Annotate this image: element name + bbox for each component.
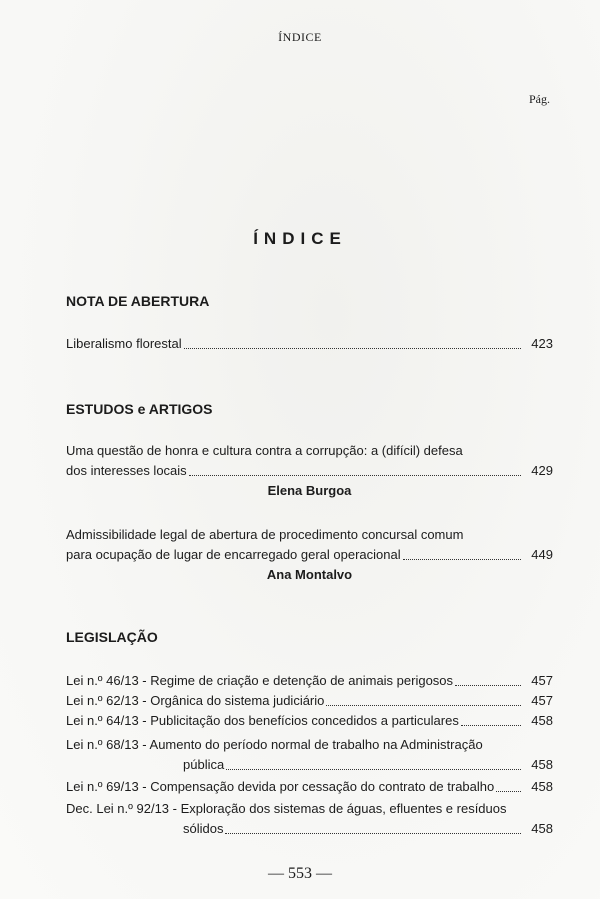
page-number: — 553 — [268,865,332,882]
section-title-legislacao: LEGISLAÇÃO [66,629,158,645]
toc-entry-lei-62[interactable] [66,691,553,711]
author-name: Elena Burgoa [267,483,352,498]
toc-entry-page: 458 [531,757,553,772]
toc-entry-lei-64[interactable] [66,711,553,731]
dot-leader [455,685,521,686]
section-title-nota: NOTA DE ABERTURA [66,293,210,309]
dot-leader [189,475,521,476]
dot-leader [184,348,521,349]
dot-leader [226,769,521,770]
toc-entry-page: 423 [531,336,553,351]
toc-entry-page: 458 [531,713,553,728]
toc-entry-admissibilidade[interactable] [66,525,553,585]
toc-entry-page: 457 [531,693,553,708]
author-name: Ana Montalvo [266,567,353,582]
toc-entry-text: sólidos [183,821,224,836]
toc-entry-text: Lei n.º 62/13 - Orgânica do sistema judiciário [66,693,325,708]
toc-entry-text: Lei n.º 46/13 - Regime de criação e detenção de animais perigosos [66,673,454,688]
toc-entry-dec-lei-92[interactable] [66,799,553,839]
toc-entry-text: Lei n.º 69/13 - Compensação devida por cessação do contrato de trabalho [66,779,495,794]
toc-entry-text: Lei n.º 68/13 - Aumento do período normal de trabalho na Administração [66,737,483,752]
page-column-label: Pág. [529,92,550,106]
toc-entry-corrupcao[interactable] [66,441,553,501]
toc-entry-text: Lei n.º 64/13 - Publicitação dos benefícios concedidos a particulares [66,713,459,728]
dot-leader [326,705,521,706]
toc-entry-page: 429 [531,463,553,478]
toc-entry-page: 449 [531,547,553,562]
toc-entry-page: 458 [531,779,553,794]
dot-leader [403,559,521,560]
toc-entry-text: dos interesses locais [66,463,187,478]
dot-leader [461,725,521,726]
dot-leader [225,833,521,834]
toc-entry-lei-46[interactable] [66,671,553,691]
toc-entry-page: 457 [531,673,553,688]
toc-entry-liberalismo[interactable] [66,334,553,354]
toc-entry-text: Uma questão de honra e cultura contra a corrupção: a (difícil) defesa [66,443,463,458]
toc-entry-text: para ocupação de lugar de encarregado geral operacional [66,547,401,562]
toc-entry-lei-68[interactable] [66,735,553,775]
toc-entry-lei-69[interactable] [66,777,553,797]
running-header: ÍNDICE [278,30,322,44]
dot-leader [496,791,521,792]
toc-entry-page: 458 [531,821,553,836]
index-title: ÍNDICE [253,229,347,248]
toc-entry-text: Admissibilidade legal de abertura de procedimento concursal comum [66,527,464,542]
toc-entry-text: Liberalismo florestal [66,336,182,351]
section-title-estudos: ESTUDOS e ARTIGOS [66,401,213,417]
toc-entry-text: pública [183,757,225,772]
toc-entry-text: Dec. Lei n.º 92/13 - Exploração dos sistemas de águas, efluentes e resíduos [66,801,507,816]
